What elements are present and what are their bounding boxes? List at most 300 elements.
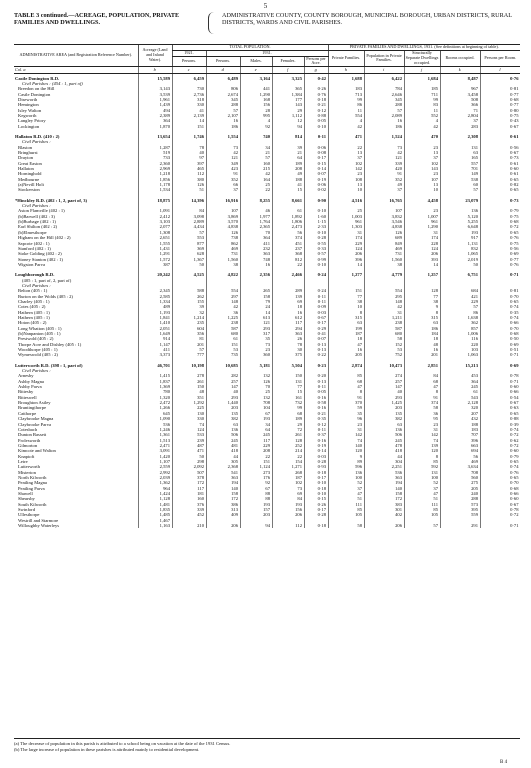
- table-cell: 168: [240, 97, 272, 102]
- table-cell: 418: [364, 448, 404, 453]
- table-cell: 0·20: [304, 373, 328, 378]
- table-cell: 0·09: [304, 304, 328, 309]
- area-name: (a)Nevill Holt: [18, 182, 44, 188]
- table-cell: 229: [240, 443, 272, 448]
- area-name: Prestwold (405 : 2): [18, 336, 54, 342]
- table-cell: 84: [272, 496, 304, 501]
- table-cell: 351: [172, 395, 206, 400]
- table-cell: 10,473: [364, 361, 404, 368]
- table-cell: 18: [272, 304, 304, 309]
- district-row: [14, 196, 520, 203]
- table-cell: 0·60: [480, 384, 520, 389]
- table-cell: 4: [404, 118, 440, 123]
- table-cell: 363: [272, 331, 304, 336]
- table-cell: 862: [206, 241, 240, 246]
- col-header-area: ADMINISTRATIVE AREA (and Registration Reference Number).: [14, 45, 138, 67]
- table-cell: 245: [206, 438, 240, 443]
- table-cell: 0·14: [304, 448, 328, 453]
- table-cell: 370: [328, 400, 364, 405]
- table-cell: 193: [240, 502, 272, 507]
- table-cell: 121: [240, 320, 272, 325]
- table-cell: 6,751: [440, 270, 480, 277]
- table-cell: 732: [272, 400, 304, 405]
- table-cell: 275: [440, 480, 480, 485]
- table-cell: 318: [172, 97, 206, 102]
- area-name: Earl Shilton (402 : 2): [18, 224, 58, 230]
- table-cell: 1,439: [138, 102, 172, 107]
- area-name: South Kilworth: [18, 501, 47, 507]
- table-cell: 88: [240, 496, 272, 501]
- table-cell: 735: [206, 352, 240, 357]
- table-cell: 13: [404, 150, 440, 155]
- table-cell: 2·33: [304, 224, 328, 229]
- table-cell: 0·23: [304, 361, 328, 368]
- table-cell: 543: [440, 395, 480, 400]
- table-cell: 0·90: [304, 196, 328, 203]
- table-cell: 369: [172, 246, 206, 251]
- area-name: Drayton: [18, 155, 34, 161]
- table-cell: 3,164: [240, 73, 272, 81]
- table-cell: 140: [364, 486, 404, 491]
- table-cell: 9: [404, 304, 440, 309]
- table-cell: 220: [440, 342, 480, 347]
- table-cell: 0·35: [480, 310, 520, 315]
- table-cell: 20,242: [138, 270, 172, 277]
- table-cell: 10: [404, 187, 440, 192]
- table-cell: 0·58: [304, 400, 328, 405]
- area-name: Great Easton: [18, 160, 42, 166]
- table-cell: 0·60: [480, 166, 520, 171]
- col-letter: b: [138, 67, 172, 73]
- table-cell: 1,841: [138, 315, 172, 320]
- table-cell: 0·39: [480, 422, 520, 427]
- table-cell: 142: [328, 166, 364, 171]
- table-cell: 2,089: [364, 113, 404, 118]
- table-cell: 143: [272, 102, 304, 107]
- table-cell: 0·75: [480, 113, 520, 118]
- table-cell: 1,003: [328, 214, 364, 219]
- table-cell: 0·29: [304, 326, 328, 331]
- table-cell: 88: [240, 491, 272, 496]
- table-cell: 155: [172, 299, 206, 304]
- area-name: Leire: [18, 458, 28, 464]
- table-cell: 112: [272, 523, 304, 528]
- table-cell: 14: [172, 118, 206, 123]
- table-cell: 1,147: [138, 342, 172, 347]
- table-cell: 0·55: [304, 241, 328, 246]
- table-cell: 107: [404, 177, 440, 182]
- table-cell: 239: [172, 438, 206, 443]
- table-cell: 538: [440, 177, 480, 182]
- table-cell: 0·68: [480, 97, 520, 102]
- table-cell: 352: [364, 177, 404, 182]
- table-cell: 111: [328, 502, 364, 507]
- table-cell: 0·12: [304, 108, 328, 113]
- table-cell: 3,091: [138, 448, 172, 453]
- table-cell: 29: [272, 108, 304, 113]
- table-cell: 96: [328, 416, 364, 421]
- table-cell: 214: [272, 448, 304, 453]
- table-cell: 13: [404, 182, 440, 187]
- table-cell: 713: [328, 92, 364, 97]
- table-cell: 94: [272, 124, 304, 129]
- table-cell: 3,373: [138, 352, 172, 357]
- table-cell: 107: [206, 208, 240, 213]
- table-cell: 100: [328, 475, 364, 480]
- table-cell: 8,255: [240, 196, 272, 203]
- table-cell: 1,384: [272, 92, 304, 97]
- table-cell: 22: [240, 454, 272, 459]
- table-cell: 21: [272, 150, 304, 155]
- table-cell: 375: [272, 352, 304, 357]
- table-cell: 0·81: [480, 86, 520, 91]
- table-cell: 23,079: [440, 196, 480, 203]
- table-cell: 995: [240, 113, 272, 118]
- area-name: (405 : 1, part of, 2, part of): [22, 277, 72, 283]
- table-cell: 23: [328, 171, 364, 176]
- area-name: Ullesthorpe: [18, 512, 40, 518]
- table-cell: 16: [272, 310, 304, 315]
- table-cell: 8,487: [440, 73, 480, 81]
- table-cell: 533: [172, 432, 206, 437]
- table-cell: 961: [404, 219, 440, 224]
- area-name: Thorpe Acre and Dishley (405 : 1): [18, 341, 82, 347]
- col-letter: h: [328, 67, 364, 73]
- table-cell: 507: [172, 470, 206, 475]
- table-cell: 0·88: [480, 416, 520, 421]
- area-name: Civil Parishes :: [22, 368, 51, 374]
- table-cell: 784: [364, 86, 404, 91]
- area-name: Dunton Bassett: [18, 432, 47, 438]
- table-cell: 382: [206, 416, 240, 421]
- table-cell: 39: [272, 145, 304, 150]
- table-cell: 112: [172, 171, 206, 176]
- table-cell: 2,466: [272, 270, 304, 277]
- table-cell: 387: [138, 262, 172, 267]
- table-cell: 232: [240, 246, 272, 251]
- table-cell: 126: [172, 182, 206, 187]
- area-name: Lockington: [18, 123, 40, 129]
- table-cell: 89: [328, 459, 364, 464]
- area-name: Stanford (402 : 1): [18, 245, 51, 251]
- table-cell: 1,257: [404, 270, 440, 277]
- area-name: Civil Parishes :: [22, 203, 51, 209]
- table-cell: 0·74: [480, 464, 520, 469]
- table-cell: 1,107: [138, 459, 172, 464]
- table-cell: 3,103: [138, 219, 172, 224]
- area-name: Peatling Parva: [18, 485, 45, 491]
- table-cell: 41: [272, 182, 304, 187]
- table-cell: 374: [272, 235, 304, 240]
- table-cell: 0·76: [304, 92, 328, 97]
- table-cell: 85: [328, 373, 364, 378]
- table-cell: 0·18: [304, 486, 328, 491]
- table-cell: 363: [364, 475, 404, 480]
- table-cell: 0·77: [480, 102, 520, 107]
- table-cell: 0·03: [304, 310, 328, 315]
- table-cell: 356: [172, 331, 206, 336]
- table-cell: 0·19: [304, 443, 328, 448]
- table-cell: 1,420: [138, 454, 172, 459]
- table-cell: 37: [206, 187, 240, 192]
- table-cell: 31: [404, 427, 440, 432]
- area-name: Westrill and Starmore: [18, 517, 59, 523]
- table-cell: 181: [172, 491, 206, 496]
- col-header-pop-private: Population in Private Families.: [364, 50, 404, 66]
- table-cell: 0·11: [304, 384, 328, 389]
- table-cell: 536: [364, 470, 404, 475]
- area-name: Cotesbach: [18, 426, 38, 432]
- table-cell: 613: [240, 315, 272, 320]
- table-cell: 174: [328, 235, 364, 240]
- table-cell: 206: [206, 523, 240, 528]
- table-cell: 0·74: [480, 315, 520, 320]
- table-cell: 57: [172, 230, 206, 235]
- table-cell: 2,585: [138, 294, 172, 299]
- table-cell: 156: [240, 102, 272, 107]
- table-cell: 2,992: [138, 470, 172, 475]
- table-cell: 806: [206, 86, 240, 91]
- table-cell: 57: [404, 523, 440, 528]
- table-cell: 139: [404, 443, 440, 448]
- table-cell: 10: [328, 187, 364, 192]
- table-cell: 0·18: [304, 523, 328, 528]
- table-cell: 26: [272, 336, 304, 341]
- table-cell: 172: [172, 480, 206, 485]
- table-cell: 288: [364, 102, 404, 107]
- table-cell: 136: [206, 427, 240, 432]
- table-cell: 39: [172, 304, 206, 309]
- table-cell: 1,684: [404, 73, 440, 81]
- table-cell: 1,091: [138, 208, 172, 213]
- table-cell: 102: [328, 161, 364, 166]
- table-cell: 2,345: [138, 288, 172, 293]
- col-header-private-families-group: PRIVATE FAMILIES AND DWELLINGS, 1931. (See definitions at beginning of table).: [328, 45, 520, 51]
- table-cell: 79: [240, 299, 272, 304]
- table-cell: 0·43: [480, 118, 520, 123]
- area-name: Loughborough R.D.: [15, 272, 55, 278]
- table-cell: 91: [206, 171, 240, 176]
- table-cell: 48: [172, 389, 206, 394]
- table-cell: 2,472: [138, 400, 172, 405]
- table-cell: 628: [172, 251, 206, 256]
- table-cell: 0·54: [480, 395, 520, 400]
- table-cell: 136: [364, 427, 404, 432]
- table-cell: 2,736: [172, 92, 206, 97]
- table-cell: 320: [440, 405, 480, 410]
- col-header-1921: 1921.: [172, 50, 206, 56]
- col-letter: c: [172, 67, 206, 73]
- table-cell: 208: [272, 166, 304, 171]
- table-cell: 0·72: [480, 512, 520, 517]
- table-cell: 58: [328, 523, 364, 528]
- table-cell: 73: [240, 342, 272, 347]
- area-name: Claybrooke Magna: [18, 416, 54, 422]
- table-cell: 4,822: [206, 270, 240, 277]
- table-cell: 0·61: [480, 132, 520, 139]
- table-cell: 206: [328, 251, 364, 256]
- area-name: Claybrooke Parva: [18, 421, 52, 427]
- table-cell: 274: [364, 373, 404, 378]
- table-cell: 107: [364, 208, 404, 213]
- table-cell: 366: [440, 102, 480, 107]
- table-cell: 14,396: [172, 196, 206, 203]
- table-cell: 0·10: [304, 230, 328, 235]
- table-cell: 42: [206, 150, 240, 155]
- table-cell: 6,422: [364, 73, 404, 81]
- table-cell: 0·33: [304, 246, 328, 251]
- table-cell: 16: [328, 347, 364, 352]
- table-cell: 0·72: [480, 432, 520, 437]
- table-cell: 108: [328, 177, 364, 182]
- table-cell: 0·73: [480, 155, 520, 160]
- table-cell: 1,431: [138, 246, 172, 251]
- table-cell: 105: [404, 512, 440, 517]
- table-cell: 1,308: [138, 230, 172, 235]
- area-name: Hathern (405 : 1): [18, 309, 50, 315]
- table-cell: 102: [272, 480, 304, 485]
- table-cell: 36: [404, 411, 440, 416]
- table-cell: 102: [404, 161, 440, 166]
- table-cell: 0·88: [304, 113, 328, 118]
- table-cell: 708: [240, 400, 272, 405]
- table-cell: 0·69: [480, 251, 520, 256]
- table-cell: 489: [138, 304, 172, 309]
- area-name: North Kilworth: [18, 474, 47, 480]
- table-cell: 0·18: [304, 97, 328, 102]
- table-cell: 553: [172, 235, 206, 240]
- table-cell: 478: [364, 443, 404, 448]
- col-letter: g: [304, 67, 328, 73]
- table-cell: 0·71: [480, 523, 520, 528]
- table-cell: 423: [206, 166, 240, 171]
- table-cell: 0·26: [304, 502, 328, 507]
- table-cell: 0·50: [480, 336, 520, 341]
- table-cell: 13: [328, 150, 364, 155]
- table-cell: 38: [206, 262, 240, 267]
- col-header-males: Males.: [240, 56, 272, 67]
- col-header-persons-1921: Persons.: [172, 56, 206, 67]
- table-cell: 58: [404, 405, 440, 410]
- table-cell: 148: [364, 299, 404, 304]
- table-cell: 1,870: [138, 124, 172, 129]
- table-cell: 42: [240, 171, 272, 176]
- table-cell: 225: [172, 405, 206, 410]
- table-cell: 3,546: [364, 219, 404, 224]
- table-cell: 53: [364, 347, 404, 352]
- table-cell: 1,291: [138, 251, 172, 256]
- col-header-rooms: Rooms occupied.: [440, 50, 480, 66]
- table-cell: 0·99: [304, 257, 328, 262]
- table-cell: 210: [172, 523, 206, 528]
- table-cell: 4,434: [172, 224, 206, 229]
- table-cell: 63: [206, 422, 240, 427]
- area-name: *Hinckley R.D. (402 : 1, 2, part of, 3): [15, 197, 88, 203]
- table-cell: 84: [404, 373, 440, 378]
- table-cell: 116: [440, 336, 480, 341]
- table-cell: 208: [240, 448, 272, 453]
- table-cell: 42: [364, 150, 404, 155]
- table-cell: 849: [364, 241, 404, 246]
- table-cell: 11: [404, 108, 440, 113]
- table-cell: 694: [440, 448, 480, 453]
- table-cell: 16: [206, 118, 240, 123]
- area-name: Hathern (405 : 1): [18, 314, 50, 320]
- table-cell: 0·74: [480, 304, 520, 309]
- table-cell: 273: [240, 470, 272, 475]
- table-cell: 50: [172, 454, 206, 459]
- table-cell: 235: [172, 320, 206, 325]
- table-cell: 51: [404, 496, 440, 501]
- table-cell: 0·56: [480, 246, 520, 251]
- table-cell: 8: [404, 389, 440, 394]
- table-cell: 0·24: [304, 288, 328, 293]
- table-cell: 131: [404, 470, 440, 475]
- table-cell: 1,524: [364, 132, 404, 139]
- table-cell: 47: [404, 384, 440, 389]
- table-cell: 147: [206, 384, 240, 389]
- table-cell: 364: [240, 235, 272, 240]
- table-cell: 487: [172, 443, 206, 448]
- table-cell: 1,649: [138, 331, 172, 336]
- table-cell: 105: [328, 512, 364, 517]
- table-cell: 731: [364, 251, 404, 256]
- table-cell: 31: [404, 230, 440, 235]
- table-cell: 0·17: [304, 507, 328, 512]
- table-cell: 117: [240, 438, 272, 443]
- table-cell: 748: [240, 257, 272, 262]
- table-cell: 2,139: [172, 113, 206, 118]
- district-row: [14, 270, 520, 277]
- table-cell: 1,362: [138, 480, 172, 485]
- area-name: Stoke Golding (402 : 2): [18, 251, 62, 257]
- page-reference: B 4: [500, 760, 508, 765]
- col-letter: i: [364, 67, 404, 73]
- table-cell: 23: [328, 422, 364, 427]
- table-cell: 70: [240, 230, 272, 235]
- table-cell: 61: [206, 336, 240, 341]
- table-cell: 61: [272, 208, 304, 213]
- table-cell: 193: [240, 416, 272, 421]
- table-cell: 34: [240, 145, 272, 150]
- table-cell: 1,290: [404, 224, 440, 229]
- area-name: Long Whatton (405 : 1): [18, 325, 62, 331]
- table-cell: 0·77: [480, 92, 520, 97]
- table-cell: 0·02: [304, 187, 328, 192]
- table-cell: 71: [440, 108, 480, 113]
- table-cell: 0·65: [480, 411, 520, 416]
- table-cell: 77: [404, 294, 440, 299]
- table-cell: 91: [364, 171, 404, 176]
- table-cell: 339: [172, 507, 206, 512]
- table-cell: 201: [404, 352, 440, 357]
- table-cell: 31: [328, 230, 364, 235]
- table-cell: 0·68: [480, 219, 520, 224]
- col-letter: l: [480, 67, 520, 73]
- table-cell: 126: [240, 379, 272, 384]
- table-cell: 157: [240, 507, 272, 512]
- table-cell: 158: [206, 491, 240, 496]
- table-cell: 48: [404, 342, 440, 347]
- table-cell: 777: [172, 352, 206, 357]
- table-cell: 13: [328, 182, 364, 187]
- table-cell: 151: [240, 459, 272, 464]
- table-cell: 0·28: [304, 235, 328, 240]
- table-cell: 278: [172, 373, 206, 378]
- table-cell: 66: [206, 182, 240, 187]
- table-cell: 363: [240, 251, 272, 256]
- table-cell: 8,661: [272, 196, 304, 203]
